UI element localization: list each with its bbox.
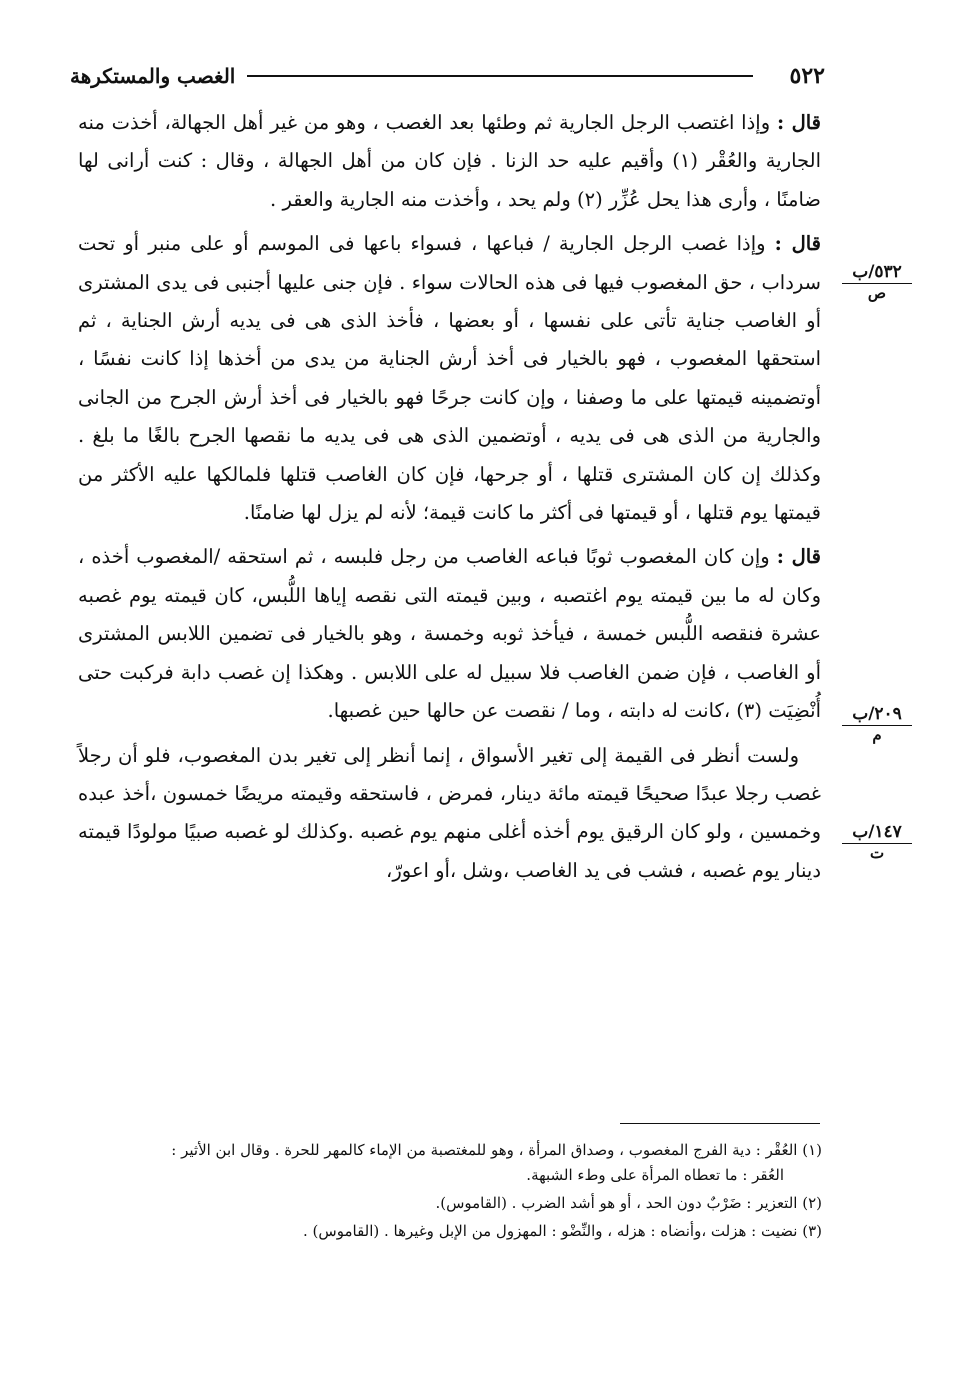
margin-note-manuscript-sad — [842, 262, 912, 302]
main-text — [78, 104, 821, 896]
margin-note-manuscript-ta — [842, 822, 912, 862]
footnote-text: (٢) التعزير : ضَرْبٌ دون الحد ، أو هو أشد الضرب . (القاموس). — [435, 1194, 822, 1212]
paragraph-text: وإذا اغتصب الرجل الجارية ثم وطئها بعد الغصب ، وهو من غير أهل الجهالة، أخذت منه الجارية والعُقْر (١) وأقيم عليه حد الزنا . فإن كان من أهل الجهالة ، وقال : كنت أرانى لها ضامنًا ، وأرى هذا يحل عُزِّر (٢) ولم يحد ، وأخذت منه الجارية والعقر . — [78, 111, 821, 211]
margin-note-siglum: م — [872, 726, 882, 744]
footnotes — [70, 1138, 822, 1247]
paragraph-label: قال : — [776, 111, 821, 134]
paragraph — [78, 225, 821, 532]
page-header — [70, 60, 825, 92]
footnote-text: (٣) نضيت : هزلت ،وأنضاه : هزله ، والنِّضْو : المهزول من الإبل وغيرها . (القاموس) . — [303, 1222, 822, 1240]
footnote-continuation: العُقر : ما تعطاه المرأة على وطء الشبهة. — [526, 1166, 784, 1184]
footnote-rule — [620, 1123, 820, 1124]
margin-note-folio: ٢٠٩/ب — [842, 704, 912, 726]
running-title: الغصب والمستكرهة — [70, 64, 236, 88]
margin-note-folio: ١٤٧/ب — [842, 822, 912, 844]
margin-note-manuscript-mim — [842, 704, 912, 744]
margin-note-folio: ٥٣٢/ب — [842, 262, 912, 284]
paragraph — [78, 104, 821, 219]
paragraph-text: وإذا غصب الرجل الجارية / فباعها ، فسواء باعها فى الموسم أو على منبر أو تحت سرداب ، حق المغصوب فيها فى هذه الحالات سواء . فإن جنى عليها أجنبى فى يدى المشترى أو الغاصب جناية تأتى على نفسها ، أو بعضها ، فأخذ الذى هى فى يديه أرش الجناية ، ثم استحقها المغصوب ، فهو بالخيار فى أخذ أرش الجناية من يدى من أخذها إذا كانت نفسًا ، أوتضمينه قيمتها على ما وصفنا ، وإن كانت جرحًا فهو بالخيار فى أخذ أرش الجرح من الجانى والجارية من الذى هى فى يديه ، أوتضمين الذى هى فى يديه ما نقصها الجرح بالغًا ما بلغ . وكذلك إن كان المشترى قتلها ، أو جرحها، فإن كان الغاصب قتلها فلمالكها عليه الأكثر من قيمتها يوم قتلها ، أو قيمتها فى أكثر ما كانت قيمة؛ لأنه لم يزل لها ضامنًا. — [78, 232, 821, 525]
footnote-text: (١) العُقْر : دية الفرج المغصوب ، وصداق المرأة ، وهو للمغتصبة من الإماء كالمهر للحرة . وقال ابن الأثير : — [171, 1141, 822, 1159]
footnote — [70, 1219, 822, 1244]
footnote — [70, 1191, 822, 1216]
page-number: ٥٢٢ — [789, 63, 825, 89]
paragraph-text: ولست أنظر فى القيمة إلى تغير الأسواق ، إنما أنظر إلى تغير بدن المغصوب، فلو أن رجلاً غصب رجلا عبدًا صحيحًا قيمته مائة دينار، فمرض ، فاستحقه وقيمته مريضًا خمسون ،أخذ عبده وخمسين ، ولو كان الرقيق يوم أخذه أغلى منهم يوم غصبه .وكذلك لو غصبه صبيًا مولودًا قيمته دينار يوم غصبه ، فشب فى يد الغاصب ،وشل ،أو اعورّ، — [78, 743, 821, 882]
paragraph — [78, 538, 821, 730]
header-rule — [247, 75, 753, 77]
margin-note-siglum: ت — [869, 844, 885, 862]
margin-note-siglum: ص — [867, 284, 887, 302]
paragraph-label: قال : — [776, 545, 821, 569]
footnote — [70, 1138, 822, 1188]
paragraph — [78, 737, 821, 891]
paragraph-text: وإن كان المغصوب ثوبًا فباعه الغاصب من رجل فلبسه ، ثم استحقه /المغصوب أخذه ، وكان له ما بين قيمته يوم اغتصبه ، وبين قيمته التى نقصه إياها اللُّبس، كان قيمته يوم غصبه عشرة فنقصه اللُّبس خمسة ، فيأخذ ثوبه وخمسة ، وهو بالخيار فى تضمين اللابس المشترى أو الغاصب ، فإن ضمن الغاصب فلا سبيل له على اللابس . وهكذا إن غصب دابة فركبت حتى أُنْضِيَت (٣) ،كانت له دابته ، وما / نقصت عن حالها حين غصبها. — [78, 545, 821, 723]
paragraph-label: قال : — [774, 232, 821, 256]
